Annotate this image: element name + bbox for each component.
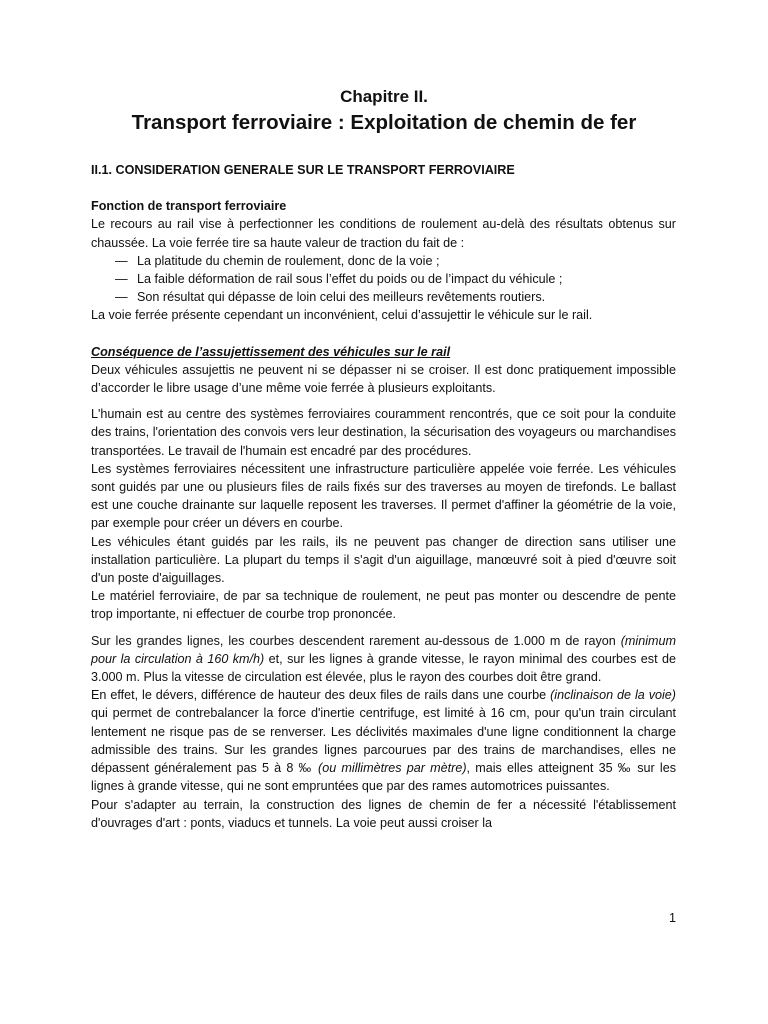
fonction-heading: Fonction de transport ferroviaire — [91, 199, 287, 214]
paragraph-materiel: Le matériel ferroviaire, de par sa technique de roulement, ne peut pas monter ou descendre de pente trop importante, ni effectuer de courbe trop prononcée. — [91, 589, 676, 622]
dash-marker: — — [115, 253, 128, 268]
list-item-text: La faible déformation de rail sous l’effet du poids ou de l’impact du véhicule ; — [137, 272, 563, 287]
dash-marker: — — [115, 272, 128, 287]
devers-text-b: qui permet de contrebalancer la force d'inertie centrifuge, est limité à 16 cm, pour qu'un train circulant lentement ne risque pas de se renverser. Les déclivités maximales d'une ligne conditionnent la charge admissible des trains. Sur les grandes lignes parcourues par des trains de marchandises, elles ne dépassent généralement pas 5 à 8 ‰ — [91, 706, 676, 776]
consequence-heading: Conséquence de l’assujettissement des véhicules sur le rail — [91, 344, 451, 359]
consequence-text: Deux véhicules assujettis ne peuvent ni se dépasser ni se croiser. Il est donc pratiquement impossible d’accorder le libre usage d’une même voie ferrée à plusieurs exploitants. — [91, 362, 676, 396]
dash-marker: — — [115, 290, 128, 305]
courbes-text-italic: (minimum pour la circulation à 160 km/h) — [91, 633, 676, 666]
devers-text-italic-2: (ou millimètres par mètre) — [318, 761, 467, 776]
list-item-text: Son résultat qui dépasse de loin celui des meilleurs revêtements routiers. — [137, 290, 546, 305]
paragraph-humain: L'humain est au centre des systèmes ferroviaires couramment rencontrés, que ce soit pour la conduite des trains, l'orientation des convois vers leur destination, la sécurisation des voyageurs ou marchandises transportées. Le travail de l'humain est encadré par des procédures. — [91, 407, 676, 458]
courbes-text-b: et, sur les lignes à grande vitesse, le rayon minimal des courbes est de 3.000 m. Plus la vitesse de circulation est élevée, plus le rayon des courbes doit être grand. — [91, 651, 676, 685]
fonction-bullet-list — [91, 252, 676, 307]
devers-text-a: En effet, le dévers, différence de hauteur des deux files de rails dans une courbe — [91, 688, 551, 703]
devers-text-c: , mais elles atteignent 35 ‰ sur les lignes à grande vitesse, qui ne sont empruntées que par des rames automotrices puissantes. — [91, 761, 676, 794]
paragraph-aiguillage: Les véhicules étant guidés par les rails, ils ne peuvent pas changer de direction sans utiliser une installation particulière. La plupart du temps il s'agit d'un aiguillage, manœuvré soit à pied d'œuvre soit d'un poste d'aiguillages. — [91, 534, 676, 586]
list-item-text: La platitude du chemin de roulement, donc de la voie ; — [137, 253, 440, 268]
section-heading: II.1. CONSIDERATION GENERALE SUR LE TRANSPORT FERROVIAIRE — [91, 163, 515, 177]
chapter-title: Transport ferroviaire : Exploitation de chemin de fer — [131, 111, 637, 134]
paragraph-infrastructure: Les systèmes ferroviaires nécessitent une infrastructure particulière appelée voie ferrée. Les véhicules sont guidés par une ou plusieurs files de rails fixés sur des traverses au moyen de tirefonds. Le ballast est une couche drainante sur laquelle reposent les traverses. Il permet d'affiner la géométrie de la voie, par exemple pour créer un dévers en courbe. — [91, 461, 676, 531]
paragraph-courbes — [91, 632, 676, 687]
fonction-outro: La voie ferrée présente cependant un inconvénient, celui d’assujettir le véhicule sur le rail. — [91, 308, 593, 323]
document-body — [91, 161, 676, 832]
courbes-text-a: Sur les grandes lignes, les courbes descendent rarement au-dessous de 1.000 m de rayon — [91, 633, 621, 648]
list-item — [91, 270, 676, 288]
page-number: 1 — [669, 911, 677, 925]
paragraph-devers — [91, 686, 676, 795]
fonction-intro: Le recours au rail vise à perfectionner les conditions de roulement au-delà des résultats obtenus sur chaussée. La voie ferrée tire sa haute valeur de traction du fait de : — [91, 217, 676, 250]
devers-text-italic-1: (inclinaison de la voie) — [550, 688, 676, 703]
list-item — [91, 252, 676, 270]
chapter-label: Chapitre II. — [340, 87, 428, 106]
list-item — [91, 288, 676, 306]
paragraph-terrain: Pour s'adapter au terrain, la construction des lignes de chemin de fer a nécessité l'établissement d'ouvrages d'art : ponts, viaducs et tunnels. La voie peut aussi croiser la — [91, 797, 676, 830]
